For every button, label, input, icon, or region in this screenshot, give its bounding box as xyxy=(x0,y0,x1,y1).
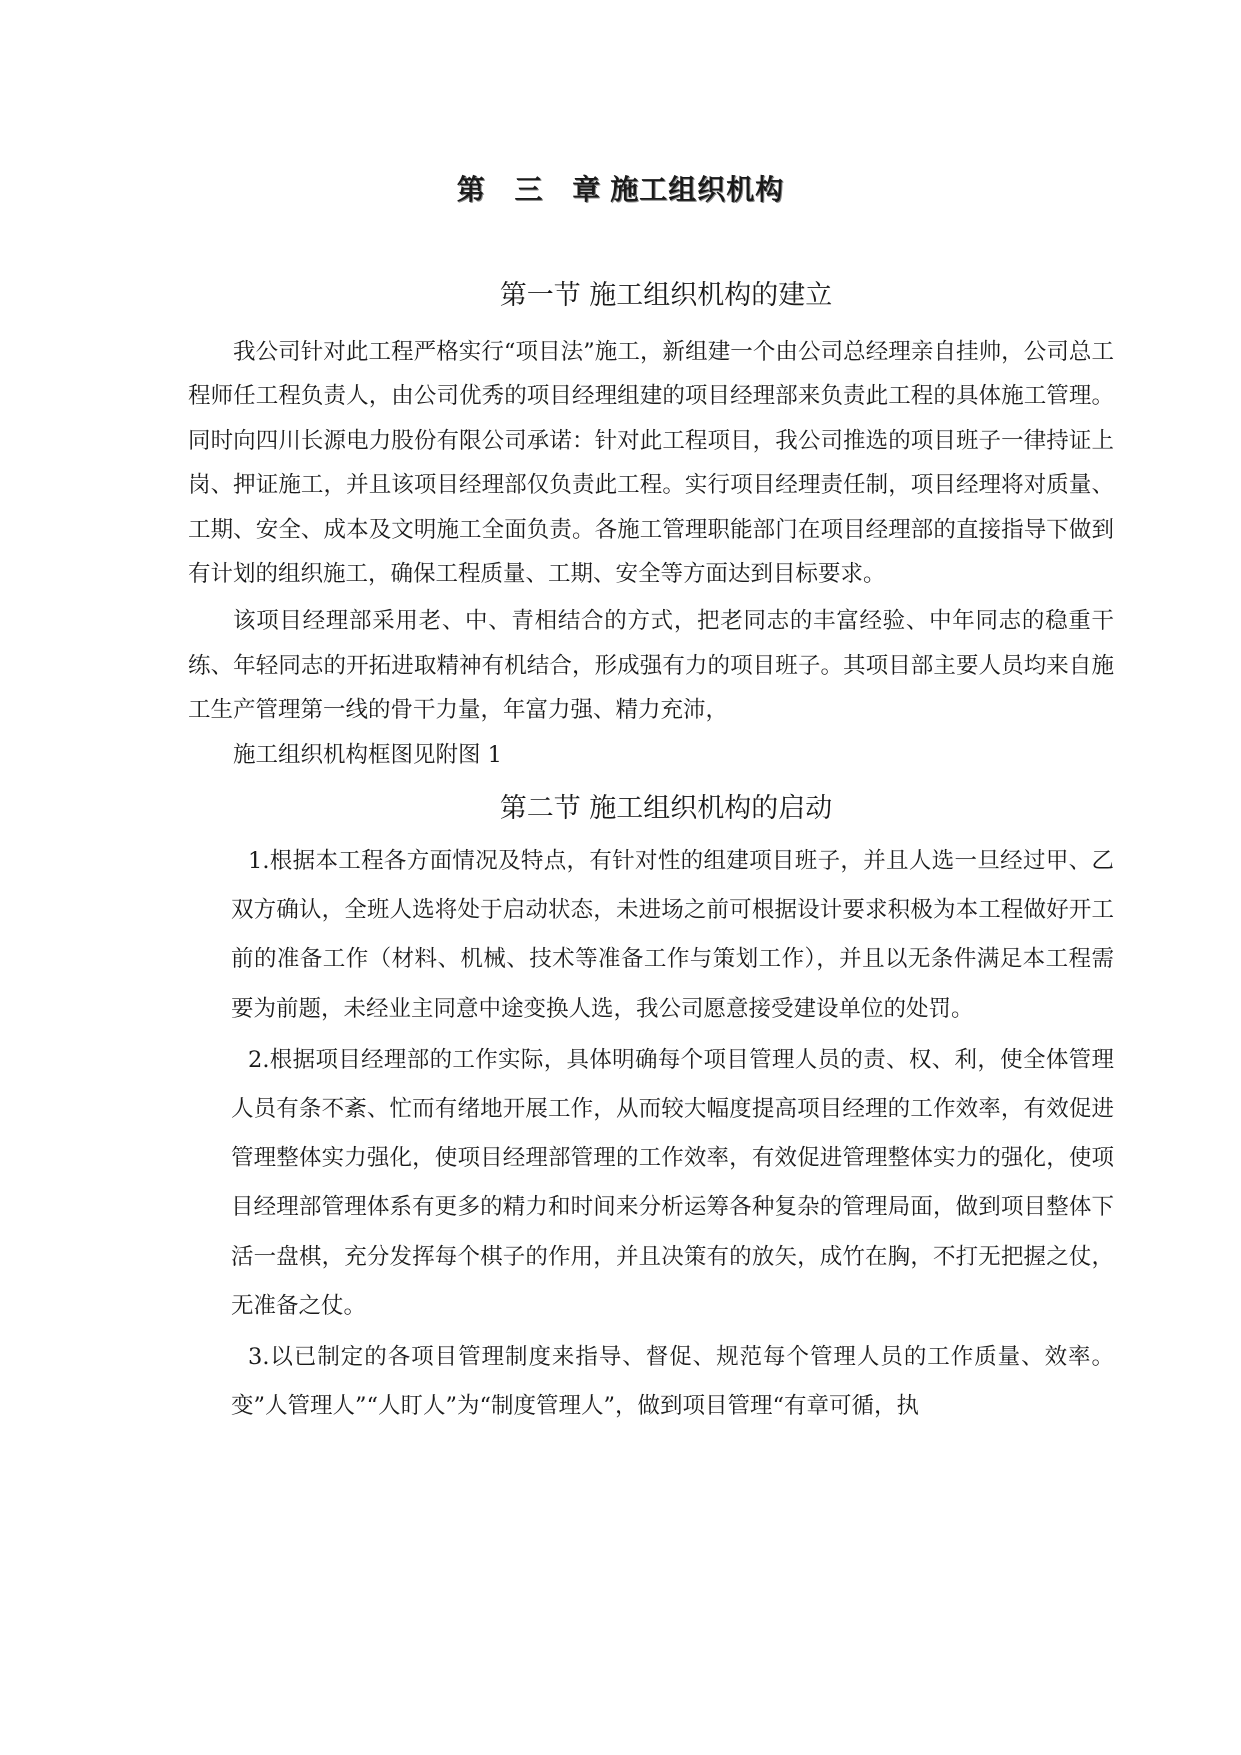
chapter-title-text: 施工组织机构 xyxy=(610,173,785,206)
section-1-figure-reference: 施工组织机构框图见附图 1 xyxy=(233,741,502,768)
section-2-title: 第二节 施工组织机构的启动 xyxy=(499,793,833,825)
section-1-paragraph-1: 我公司针对此工程严格实行“项目法”施工，新组建一个由公司总经理亲自挂帅，公司总工程师任工程负责人，由公司优秀的项目经理组建的项目经理部来负责此工程的具体施工管理。同时向四川长源电力股份有限公司承诺：针对此工程项目，我公司推选的项目班子一律持证上岗、押证施工，并且该项目经理部仅负责此工程。实行项目经理责任制，项目经理将对质量、工期、安全、成本及文明施工全面负责。各施工管理职能部门在项目经理部的直接指导下做到有计划的组织施工，确保工程质量、工期、安全等方面达到目标要求。 xyxy=(188,339,1114,588)
chapter-number: 第 三 章 xyxy=(456,173,611,206)
document-body xyxy=(188,270,1114,1432)
section-2-item-2: 2.根据项目经理部的工作实际，具体明确每个项目管理人员的责、权、利，使全体管理人员有条不紊、忙而有绪地开展工作，从而较大幅度提高项目经理的工作效率，有效促进管理整体实力强化，使项目经理部管理的工作效率，有效促进管理整体实力的强化，使项目经理部管理体系有更多的精力和时间来分析运筹各种复杂的管理局面，做到项目整体下活一盘棋，充分发挥每个棋子的作用，并且决策有的放矢，成竹在胸，不打无把握之仗，无准备之仗。 xyxy=(231,1046,1114,1319)
section-2-item-1: 1.根据本工程各方面情况及特点，有针对性的组建项目班子，并且人选一旦经过甲、乙双方确认，全班人选将处于启动状态，未进场之前可根据设计要求积极为本工程做好开工前的准备工作（材料、机械、技术等准备工作与策划工作），并且以无条件满足本工程需要为前题，未经业主同意中途变换人选，我公司愿意接受建设单位的处罚。 xyxy=(231,848,1114,1022)
section-2-item-3: 3.以已制定的各项目管理制度来指导、督促、规范每个管理人员的工作质量、效率。变”人管理人”“人盯人”为“制度管理人”，做到项目管理“有章可循，执 xyxy=(231,1344,1114,1420)
section-1-title: 第一节 施工组织机构的建立 xyxy=(499,280,833,311)
section-1-paragraph-2: 该项目经理部采用老、中、青相结合的方式，把老同志的丰富经验、中年同志的稳重干练、年轻同志的开拓进取精神有机结合，形成强有力的项目班子。其项目部主要人员均来自施工生产管理第一线的骨干力量，年富力强、精力充沛， xyxy=(188,608,1114,724)
chapter-title xyxy=(0,168,1241,208)
